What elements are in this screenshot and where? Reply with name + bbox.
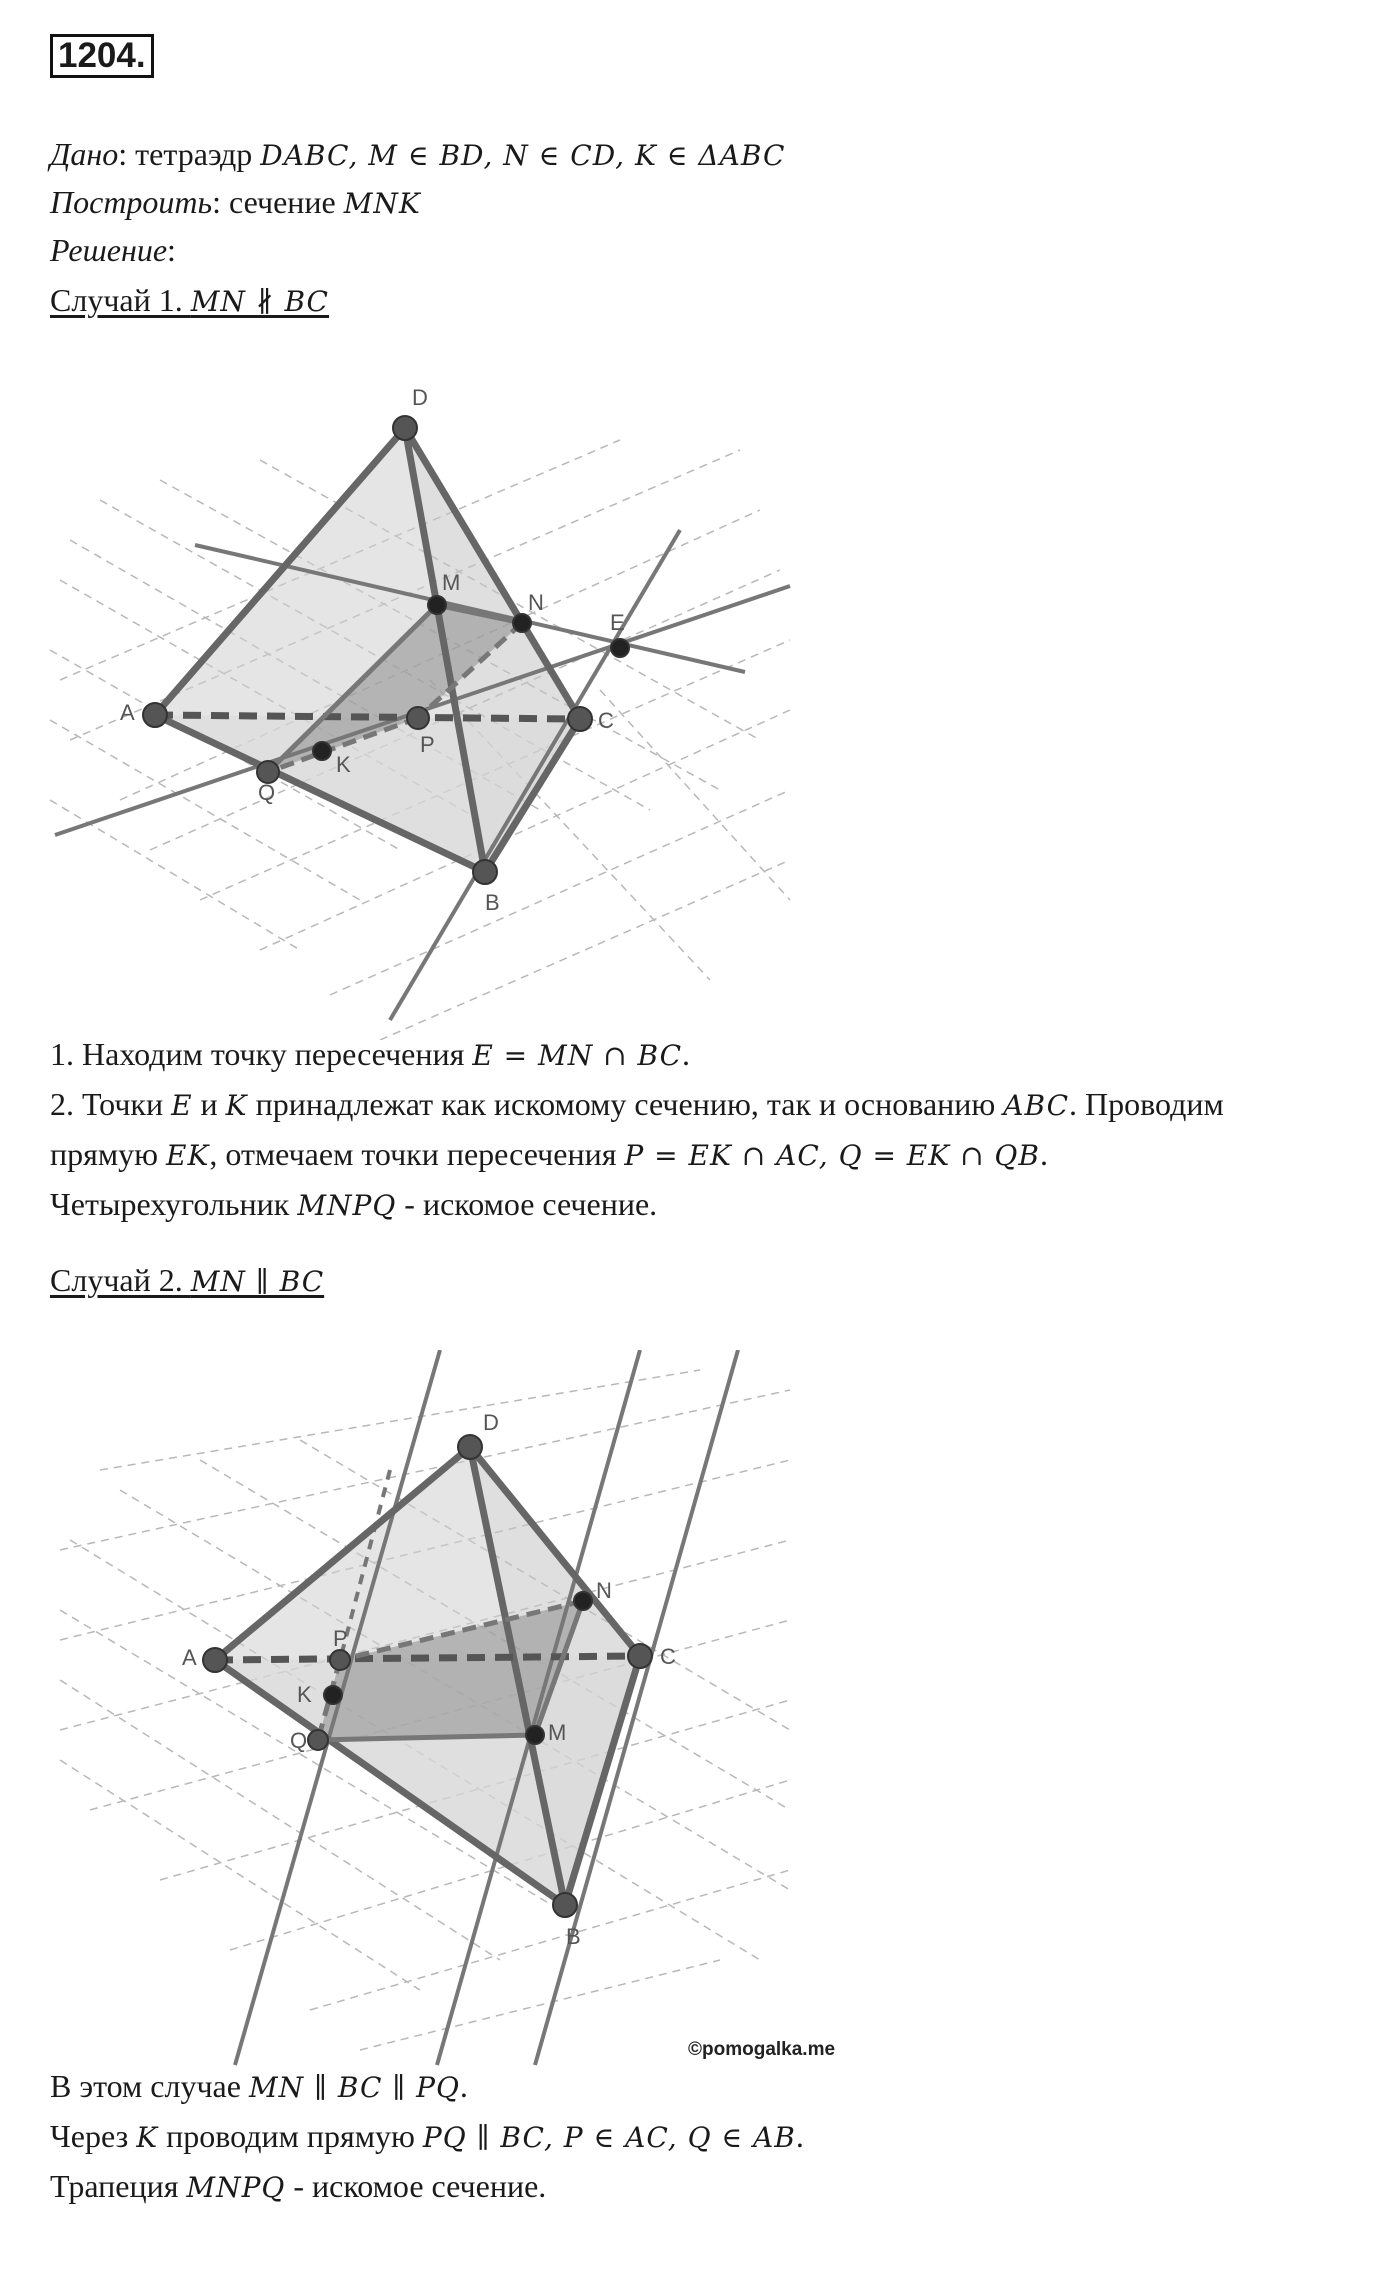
solution-line xyxy=(50,228,176,272)
case1-point-p xyxy=(407,707,429,729)
construct-text: сечение xyxy=(228,184,344,220)
case2-line2: Через K проводим прямую PQ ∥ BC, P ∈ AC, Q ∈ AB. xyxy=(50,2118,804,2154)
case1-title-text: Случай 1. xyxy=(50,282,191,318)
case1-label-k: K xyxy=(336,752,351,777)
case2-title-math: MN ∥ BC xyxy=(190,1265,325,1298)
case1-label-n: N xyxy=(528,590,544,615)
case1-point-k xyxy=(313,742,331,760)
case2-label-p: P xyxy=(333,1626,348,1651)
case1-label-m: M xyxy=(442,570,461,595)
case2-label-d: D xyxy=(483,1410,499,1435)
case1-point-a xyxy=(143,703,167,727)
given-sep: : xyxy=(118,136,136,172)
construct-line xyxy=(50,180,421,226)
case2-label-c: C xyxy=(660,1644,676,1669)
case2-title xyxy=(50,1258,324,1304)
case2-label-q: Q xyxy=(290,1728,308,1753)
construct-label: Построить xyxy=(50,184,213,220)
case2-watermark: ©pomogalka.me xyxy=(688,2039,836,2060)
problem-number: 1204. xyxy=(50,34,154,78)
case1-title xyxy=(50,278,329,324)
given-line xyxy=(50,132,785,178)
case1-label-p: P xyxy=(420,732,435,757)
case2-point-p xyxy=(330,1650,350,1670)
case2-point-n xyxy=(574,1592,592,1610)
case1-point-b xyxy=(473,860,497,884)
given-math: DABC, M ∈ BD, N ∈ CD, K ∈ ΔABC xyxy=(260,139,786,172)
case2-line1: В этом случае MN ∥ BC ∥ PQ. xyxy=(50,2068,468,2104)
case1-step1: 1. Находим точку пересечения E = MN ∩ BC. xyxy=(50,1036,690,1072)
case2-title-text: Случай 2. xyxy=(50,1262,191,1298)
given-label: Дано xyxy=(50,136,119,172)
case1-step2-line1: 2. Точки E и K принадлежат как искомому сечению, так и основанию ABC. Проводим xyxy=(50,1086,1224,1122)
case1-point-n xyxy=(513,614,531,632)
case1-title-math: MN ∦ BC xyxy=(190,285,329,318)
case2-point-c xyxy=(628,1644,652,1668)
case1-label-e: E xyxy=(610,610,625,635)
case2-line3: Трапеция MNPQ - искомое сечение. xyxy=(50,2168,547,2204)
construct-math: MNK xyxy=(343,187,421,220)
case2-label-m: M xyxy=(548,1720,567,1745)
case1-label-d: D xyxy=(412,385,428,410)
case2-point-d xyxy=(458,1435,482,1459)
case1-label-q: Q xyxy=(258,780,276,805)
case2-label-n: N xyxy=(596,1578,612,1603)
case2-figure xyxy=(0,1350,880,2070)
case1-point-c xyxy=(568,707,592,731)
case2-label-k: K xyxy=(297,1682,312,1707)
case2-point-q xyxy=(308,1730,328,1750)
construct-sep: : xyxy=(212,184,229,220)
case2-label-a: A xyxy=(182,1645,197,1670)
solution-sep: : xyxy=(167,232,176,268)
solution-label: Решение xyxy=(50,232,168,268)
case2-point-b xyxy=(553,1893,577,1917)
case1-point-d xyxy=(393,416,417,440)
case1-step2-line2: прямую EK, отмечаем точки пересечения P = EK ∩ AC, Q = EK ∩ QB. xyxy=(50,1136,1048,1172)
case2-point-a xyxy=(203,1648,227,1672)
case1-label-b: B xyxy=(485,890,500,915)
case2-point-m xyxy=(526,1726,544,1744)
case1-point-m xyxy=(428,596,446,614)
case2-label-b: B xyxy=(566,1924,581,1949)
case1-point-e xyxy=(611,639,629,657)
case1-label-c: C xyxy=(598,708,614,733)
case1-label-a: A xyxy=(120,700,135,725)
case1-figure xyxy=(0,380,820,1040)
given-text: тетраэдр xyxy=(135,136,261,172)
case1-conclusion: Четырехугольник MNPQ - искомое сечение. xyxy=(50,1186,658,1222)
case2-point-k xyxy=(324,1686,342,1704)
